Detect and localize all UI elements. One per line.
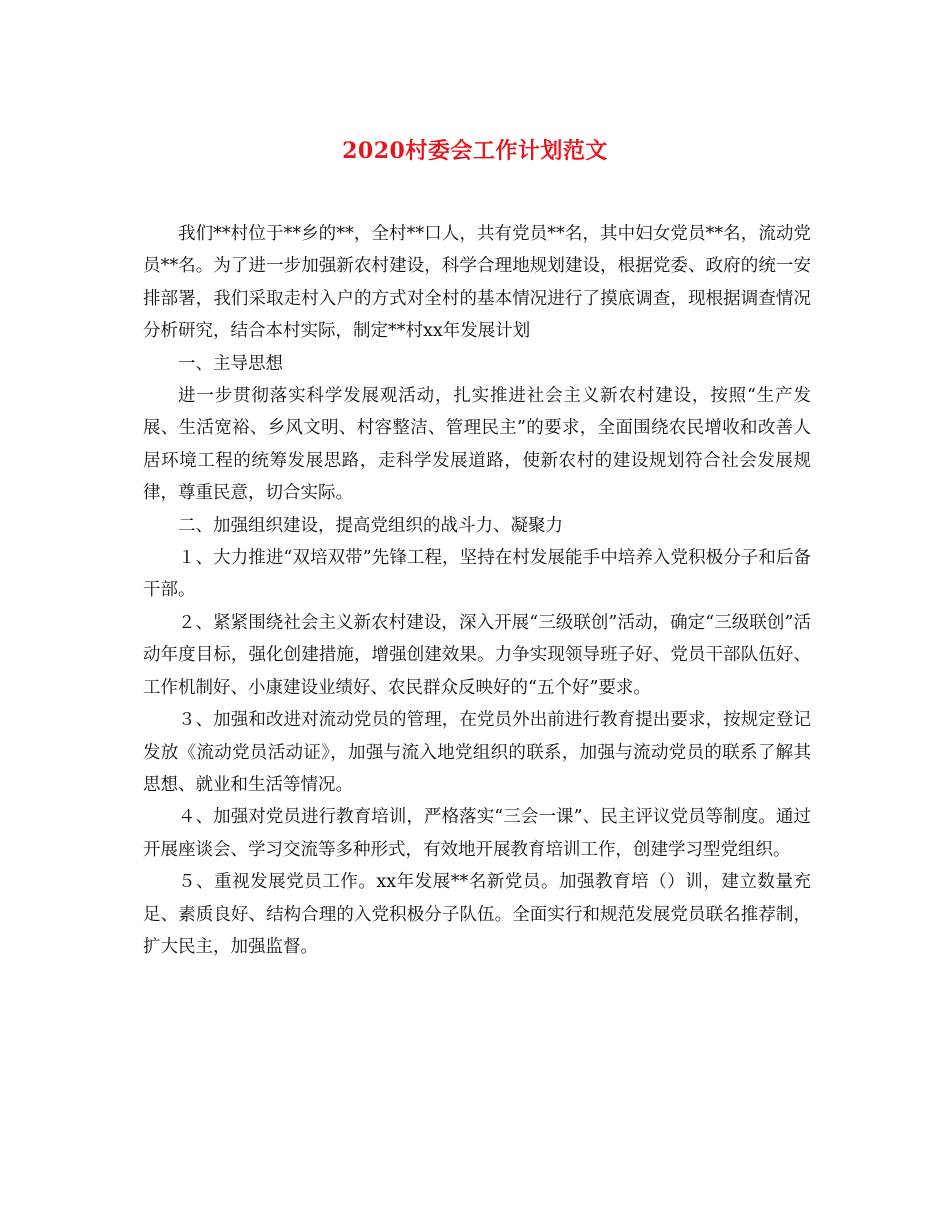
list-item-2: ２、紧紧围绕社会主义新农村建设，深入开展“三级联创”活动，确定“三级联创”活动年度目标，强化创建措施，增强创建效果。力争实现领导班子好、党员干部队伍好、工作机制好、小康建设业绩好、农民群众反映好的“五个好”要求。: [143, 612, 811, 698]
list-item-5: ５、重视发展党员工作。xx年发展**名新党员。加强教育培（）训，建立数量充足、素质良好、结构合理的入党积极分子队伍。全面实行和规范发展党员联名推荐制，扩大民主，加强监督。: [143, 872, 811, 957]
document-body: [143, 218, 811, 963]
list-item-4: ４、加强对党员进行教育培训，严格落实“三会一课”、民主评议党员等制度。通过开展座谈会、学习交流等多种形式，有效地开展教育培训工作，创建学习型党组织。: [143, 807, 811, 860]
list-item-3: ３、加强和改进对流动党员的管理，在党员外出前进行教育提出要求，按规定登记发放《流动党员活动证》，加强与流入地党组织的联系，加强与流动党员的联系了解其思想、就业和生活等情况。: [143, 710, 811, 795]
section-heading-2: 二、加强组织建设，提高党组织的战斗力、凝聚力: [178, 515, 563, 536]
section-heading-1: 一、主导思想: [178, 353, 283, 374]
paragraph-intro: 我们**村位于**乡的**，全村**口人，共有党员**名，其中妇女党员**名，流动党员**名。为了进一步加强新农村建设，科学合理地规划建设，根据党委、政府的统一安排部署，我们采取走村入户的方式对全村的基本情况进行了摸底调查，现根据调查情况分析研究，结合本村实际，制定**村xx年发展计划: [143, 224, 811, 342]
document-title: 2020村委会工作计划范文: [342, 138, 608, 164]
list-item-1: １、大力推进“双培双带”先锋工程，坚持在村发展能手中培养入党积极分子和后备干部。: [143, 548, 811, 601]
paragraph-guiding-thought: 进一步贯彻落实科学发展观活动，扎实推进社会主义新农村建设，按照“生产发展、生活宽裕、乡风文明、村容整洁、管理民主”的要求，全面围绕农民增收和改善人居环境工程的统筹发展思路，走科学发展道路，使新农村的建设规划符合社会发展规律，尊重民意，切合实际。: [143, 386, 811, 504]
